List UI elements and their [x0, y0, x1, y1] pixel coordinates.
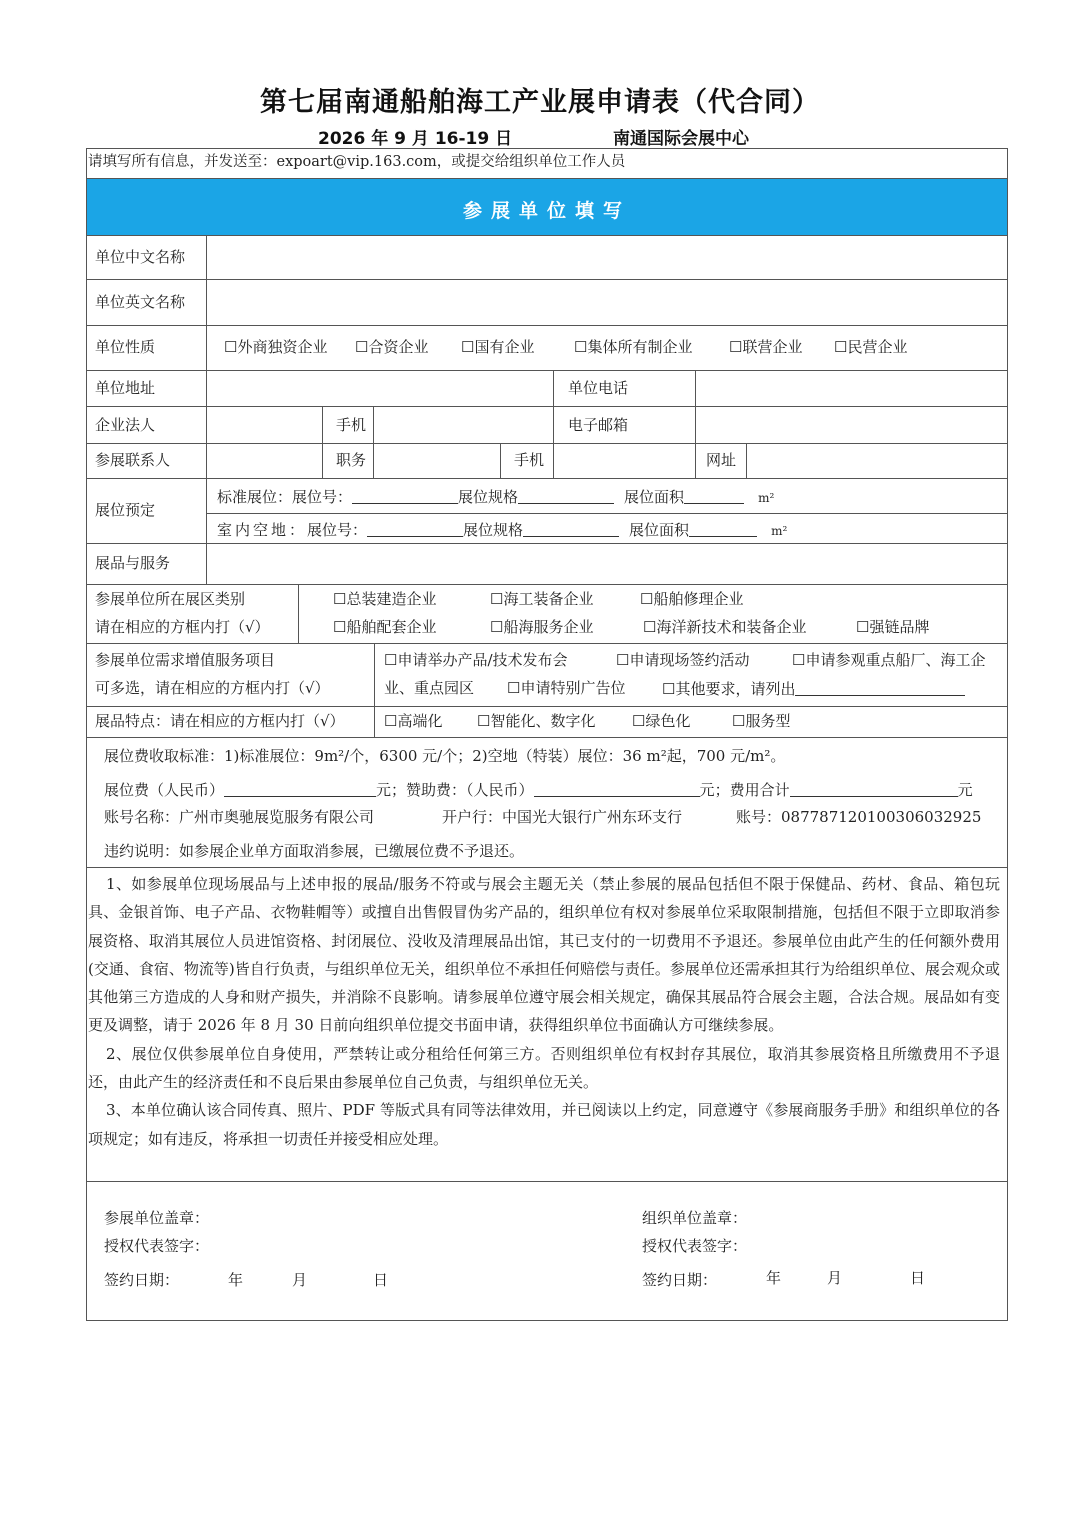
label-name-cn: 单位中文名称: [95, 248, 186, 266]
booth-area-label: 展位面积: [624, 488, 685, 506]
name-cn-input[interactable]: [208, 237, 1006, 278]
label-email: 电子邮箱: [568, 416, 629, 434]
exhibitor-date-label: 签约日期：: [104, 1271, 180, 1289]
category-option[interactable]: ☐ 海工装备企业: [490, 592, 593, 607]
nature-option[interactable]: ☐ 外商独资企业: [224, 340, 327, 355]
category-option[interactable]: ☐ 船舶修理企业: [640, 592, 743, 607]
total-blank[interactable]: [790, 782, 958, 797]
banner-title: 参展单位填写: [462, 200, 631, 222]
account-number: 账号：08778712010030603292​5: [736, 808, 982, 826]
features-label: 展品特点：请在相应的方框内打（√）: [95, 712, 345, 730]
rule: [86, 737, 1008, 738]
nature-option[interactable]: ☐ 集体所有制企业: [574, 340, 692, 355]
exhibition-venue: 南通国际会展中心: [613, 129, 749, 149]
booth-spec-label: 展位规格: [463, 521, 524, 539]
rule: [746, 443, 747, 478]
service-other-label: ☐ 其他要求，请列出: [662, 680, 795, 698]
category-option[interactable]: ☐ 船海服务企业: [490, 620, 593, 635]
position-input[interactable]: [375, 445, 499, 477]
total-label: ；费用合计: [714, 781, 790, 799]
organizer-sign-label: 授权代表签字：: [642, 1237, 748, 1255]
rule: [322, 406, 323, 478]
label-products: 展品与服务: [95, 554, 171, 572]
label-contact-mobile: 手机: [514, 451, 545, 469]
sponsor-fee-blank[interactable]: [534, 782, 700, 797]
booth-indoor-row: [217, 522, 787, 538]
label-website: 网址: [706, 451, 737, 469]
yuan-label: 元: [957, 781, 973, 799]
terms-block: [88, 870, 1000, 1153]
nature-option[interactable]: ☐ 联营企业: [729, 340, 802, 355]
category-label: 参展单位所在展区类别: [95, 590, 246, 608]
rule: [86, 406, 1008, 407]
rule: [86, 706, 1008, 707]
label-legal-person: 企业法人: [95, 416, 156, 434]
booth-spec-blank[interactable]: [518, 489, 614, 504]
service-option[interactable]: ☐ 申请参观重点船厂、海工企: [792, 653, 985, 668]
yuan-label: 元: [699, 781, 715, 799]
booth-no-label: 展位号：: [307, 521, 368, 539]
nature-option[interactable]: ☐ 合资企业: [355, 340, 428, 355]
rule: [374, 643, 375, 737]
service-option-continued: 业、重点园区: [384, 679, 475, 697]
feature-option[interactable]: ☐ 高端化: [384, 714, 442, 729]
account-name: 账号名称：广州市奥驰展览服务有限公司: [104, 808, 375, 826]
rule: [86, 584, 1008, 585]
date-day: 日: [910, 1269, 926, 1287]
mobile-input[interactable]: [375, 408, 552, 442]
instruction-text: 请填写所有信息，并发送至：expoart@vip.163.com，或提交给组织单位工作人员: [88, 154, 626, 170]
website-input[interactable]: [748, 445, 1006, 477]
rule: [695, 370, 696, 478]
address-input[interactable]: [208, 372, 552, 405]
exhibition-date: 2026 年 9 月 16-19 日: [318, 129, 513, 149]
organizer-seal-label: 组织单位盖章：: [642, 1209, 748, 1227]
rule: [86, 235, 1008, 236]
products-input[interactable]: [208, 545, 1006, 583]
booth-area-unit: m²: [758, 491, 775, 505]
service-option[interactable]: ☐ 申请举办产品/技术发布会: [384, 653, 568, 668]
label-phone: 单位电话: [568, 379, 629, 397]
booth-area-label: 展位面积: [629, 521, 690, 539]
page-title: 第七届南通船舶海工产业展申请表（代合同）: [260, 87, 820, 118]
name-en-input[interactable]: [208, 281, 1006, 324]
category-option[interactable]: ☐ 海洋新技术和装备企业: [643, 620, 806, 635]
label-contact: 参展联系人: [95, 451, 171, 469]
category-hint: 请在相应的方框内打（√）: [95, 618, 270, 636]
bank-name: 开户行：中国光大银行广州东环支行: [442, 808, 683, 826]
rule: [206, 513, 1008, 514]
rule: [298, 584, 299, 643]
label-booth-booking: 展位预定: [95, 501, 156, 519]
service-option-other[interactable]: [662, 681, 965, 697]
section-banner: [87, 179, 1007, 235]
booth-spec-blank[interactable]: [523, 522, 619, 537]
rule: [373, 406, 374, 478]
email-input[interactable]: [697, 408, 1006, 442]
fee-standard: 展位费收取标准：1)标准展位：9m²/个，6300 元/个；2)空地（特装）展位：36 m²起，700 元/m²。: [104, 747, 786, 765]
rule: [86, 1181, 1008, 1182]
term-3: 3、本单位确认该合同传真、照片、PDF 等版式具有同等法律效用，并已阅读以上约定，同意遵守《参展商服务手册》和组织单位的各项规定；如有违反，将承担一切责任并接受相应处理。: [88, 1101, 1000, 1148]
label-name-en: 单位英文名称: [95, 293, 186, 311]
organizer-date-label: 签约日期：: [642, 1271, 718, 1289]
service-other-blank[interactable]: [795, 681, 965, 696]
rule: [86, 325, 1008, 326]
category-option[interactable]: ☐ 船舶配套企业: [333, 620, 436, 635]
date-year: 年: [766, 1269, 782, 1287]
rule: [500, 443, 501, 478]
rule: [206, 235, 207, 584]
legal-person-input[interactable]: [208, 408, 321, 442]
booth-area-blank[interactable]: [689, 522, 757, 537]
breach-note: 违约说明：如参展企业单方面取消参展，已缴展位费不予退还。: [104, 842, 525, 860]
services-hint: 可多选，请在相应的方框内打（√）: [95, 679, 330, 697]
feature-option[interactable]: ☐ 服务型: [732, 714, 790, 729]
service-option[interactable]: ☐ 申请特别广告位: [507, 681, 625, 696]
feature-option[interactable]: ☐ 绿色化: [632, 714, 690, 729]
booth-standard-type: 标准展位：: [217, 488, 293, 506]
booth-fee-label: 展位费（人民币）: [104, 781, 225, 799]
booth-indoor-type: 室内空地：: [217, 521, 308, 539]
term-2: 2、展位仅供参展单位自身使用，严禁转让或分租给任何第三方。否则组织单位有权封存其展位，取消其参展资格且所缴费用不予退还，由此产生的经济责任和不良后果由参展单位自己负责，与组织单位无关。: [88, 1044, 1000, 1092]
booth-area-blank[interactable]: [684, 489, 744, 504]
booth-no-blank[interactable]: [367, 522, 463, 537]
service-option[interactable]: ☐ 申请现场签约活动: [616, 653, 749, 668]
rule: [86, 543, 1008, 544]
label-mobile: 手机: [336, 416, 367, 434]
yuan-label: 元: [376, 781, 392, 799]
date-day: 日: [373, 1271, 389, 1289]
category-option[interactable]: ☐ 总装建造企业: [333, 592, 436, 607]
term-1: 1、如参展单位现场展品与上述申报的展品/服务不符或与展会主题无关（禁止参展的展品包括但不限于保健品、药材、食品、箱包玩具、金银首饰、电子产品、衣物鞋帽等）或擅自出售假冒伪劣产品的，组织单位有权对参展单位采取限制措施，包括但不限于立即取消参展资格、取消其展位人员进馆资格、封闭展位、没收及清理展品出馆，其已支付的一切费用不予退还。参展单位由此产生的任何额外费用(交通、食宿、物流等)皆自行负责，与组织单位无关，组织单位不承担任何赔偿与责任。参展单位还需承担其行为给组织单位、展会观众或其他第三方造成的人身和财产损失，并消除不良影响。请参展单位遵守展会相关规定，确保其展品符合展会主题，合法合规。展品如有变更及调整，请于 2026 年 8 月 30 日前向组织单位提交书面申请，获得组织单位书面确认方可继续参展。: [88, 875, 1000, 1035]
phone-input[interactable]: [697, 372, 1006, 405]
exhibitor-seal-label: 参展单位盖章：: [104, 1209, 210, 1227]
label-position: 职务: [336, 451, 367, 469]
booth-no-blank[interactable]: [352, 489, 458, 504]
services-label: 参展单位需求增值服务项目: [95, 651, 276, 669]
booth-area-unit: m²: [771, 524, 788, 538]
booth-no-label: 展位号：: [292, 488, 353, 506]
label-address: 单位地址: [95, 379, 156, 397]
rule: [86, 178, 1008, 179]
nature-option[interactable]: ☐ 国有企业: [461, 340, 534, 355]
category-option[interactable]: ☐ 强链品牌: [856, 620, 929, 635]
date-month: 月: [292, 1271, 308, 1289]
date-month: 月: [827, 1269, 843, 1287]
rule: [553, 370, 554, 478]
rule: [86, 478, 1008, 479]
contact-input[interactable]: [208, 445, 321, 477]
booth-standard-row: [217, 489, 774, 505]
exhibitor-sign-label: 授权代表签字：: [104, 1237, 210, 1255]
feature-option[interactable]: ☐ 智能化、数字化: [477, 714, 595, 729]
rule: [86, 643, 1008, 644]
sponsor-fee-label: ；赞助费：（人民币）: [391, 781, 534, 799]
rule: [86, 370, 1008, 371]
booth-spec-label: 展位规格: [458, 488, 519, 506]
date-year: 年: [228, 1271, 244, 1289]
fee-line: [104, 782, 973, 798]
label-nature: 单位性质: [95, 338, 156, 356]
rule: [86, 279, 1008, 280]
contact-mobile-input[interactable]: [555, 445, 694, 477]
booth-fee-blank[interactable]: [224, 782, 376, 797]
rule: [86, 867, 1008, 868]
rule: [86, 443, 1008, 444]
nature-option[interactable]: ☐ 民营企业: [834, 340, 907, 355]
